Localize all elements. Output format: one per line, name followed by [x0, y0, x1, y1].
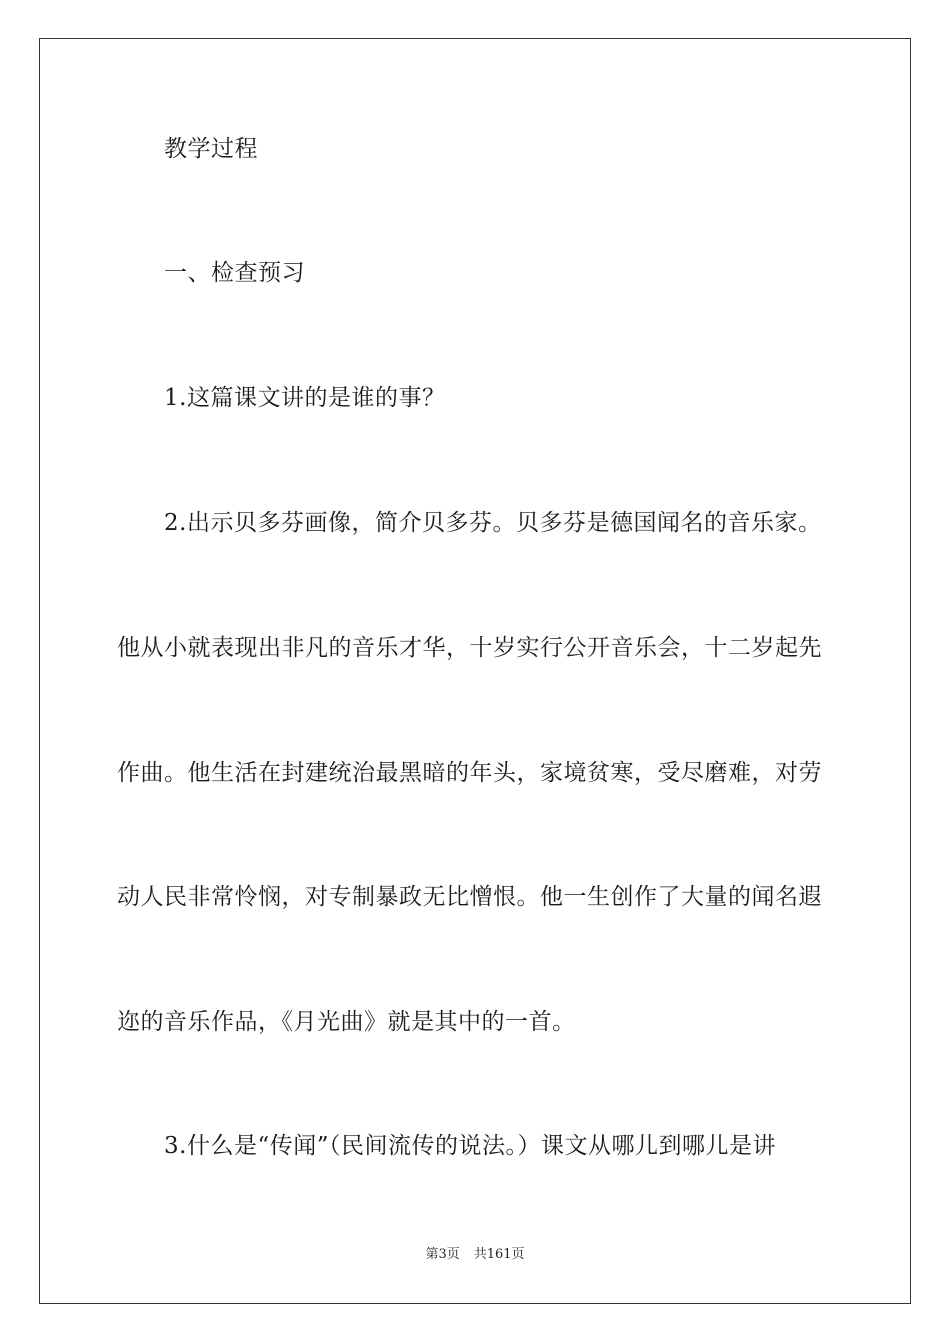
heading-teaching-process: 教学过程: [164, 136, 258, 162]
paragraph-line-7: 3.什么是“传闻”（民间流传的说法。）课文从哪儿到哪儿是讲: [164, 1133, 776, 1159]
paragraph-line-4: 作曲。他生活在封建统治最黑暗的年头，家境贫寒，受尽磨难，对劳: [117, 760, 822, 786]
page-frame: [39, 38, 911, 1304]
paragraph-line-3: 他从小就表现出非凡的音乐才华，十岁实行公开音乐会，十二岁起先: [117, 635, 822, 661]
page-number: 第3页: [425, 1247, 460, 1262]
page-total: 共161页: [473, 1247, 525, 1262]
paragraph-line-6: 迩的音乐作品，《月光曲》就是其中的一首。: [117, 1009, 576, 1035]
paragraph-line-1: 1.这篇课文讲的是谁的事？: [164, 385, 446, 411]
section-check-preview: 一、检查预习: [164, 260, 305, 286]
paragraph-line-5: 动人民非常怜悯，对专制暴政无比憎恨。他一生创作了大量的闻名遐: [117, 884, 822, 910]
page-footer: [0, 1246, 950, 1264]
paragraph-line-2: 2.出示贝多芬画像，简介贝多芬。贝多芬是德国闻名的音乐家。: [164, 510, 822, 536]
